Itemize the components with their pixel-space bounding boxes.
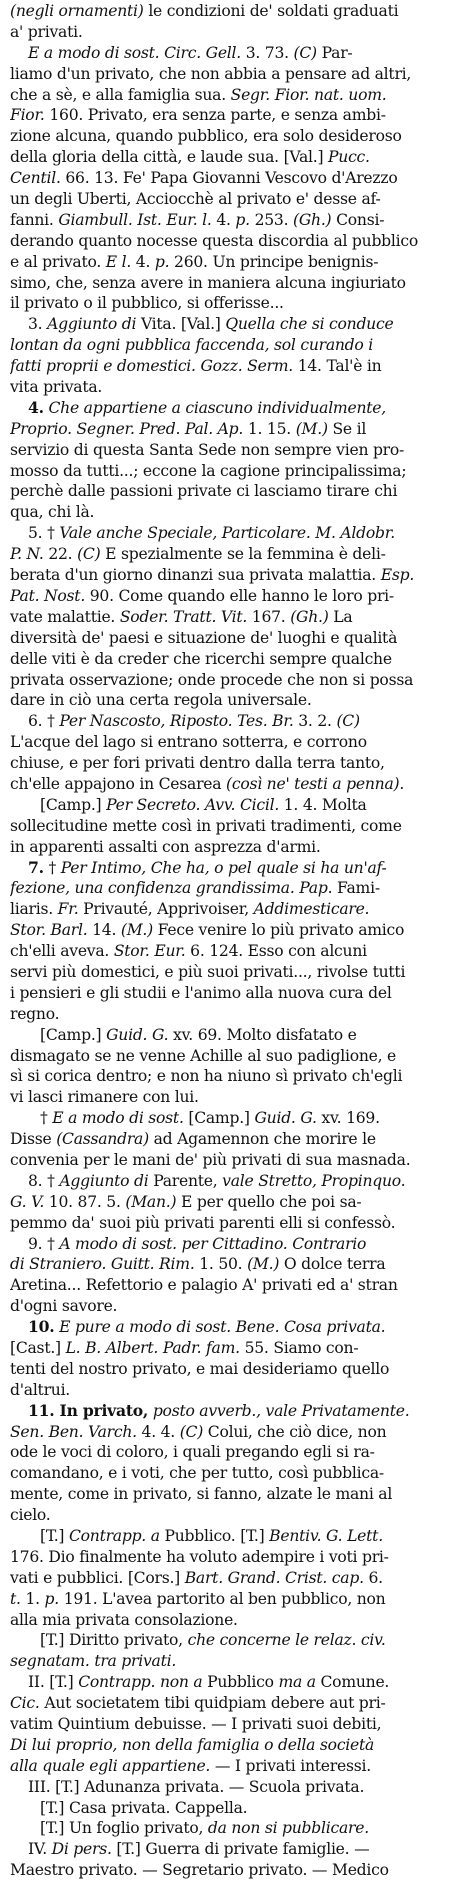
- text-line: 3. Aggiunto di Vita. [Val.] Quella che si conduce: [28, 315, 394, 334]
- text-line: liamo d'un privato, che non abbia a pensare ad altri,: [10, 64, 412, 83]
- text-line: ch'elli aveva. Stor. Eur. 6. 124. Esso con alcuni: [10, 942, 367, 961]
- text-line: Proprio. Segner. Pred. Pal. Ap. 1. 15. (M.) Se il: [10, 419, 367, 438]
- text-line: dare in ciò una certa regola universale.: [10, 691, 312, 710]
- text-line: e al privato. E l. 4. p. 260. Un principe benignis-: [10, 252, 379, 271]
- text-line: † E a modo di sost. [Camp.] Guid. G. xv. 169.: [40, 1109, 380, 1128]
- text-line: i pensieri e gli studii e l'animo alla nuova cura del: [10, 983, 392, 1002]
- text-line: privata osservazione; onde procede che non si possa: [10, 670, 414, 689]
- text-line: mente, come in privato, si fanno, alzate le mani al: [10, 1485, 393, 1504]
- text-line: sì si corica dentro; e non ha niuno sì privato ch'egli: [10, 1067, 403, 1086]
- text-line: a' privati.: [10, 22, 83, 41]
- text-line: P. N. 22. (C) E spezialmente se la femmina è deli-: [10, 545, 386, 564]
- text-line: vati e pubblici. [Cors.] Bart. Grand. Crist. cap. 6.: [10, 1568, 383, 1587]
- text-line: Aretina... Refettorio e palagio A' privati ed a' stran: [10, 1276, 398, 1295]
- text-line: segnatam. tra privati.: [10, 1652, 177, 1671]
- text-line: pemmo da' suoi più privati parenti elli si confessò.: [10, 1213, 396, 1232]
- text-line: d'altrui.: [10, 1380, 71, 1399]
- text-line: ch'elle appajono in Cesarea (così ne' testi a penna).: [10, 774, 405, 793]
- text-line: convenia per le mani de' più privati di sua masnada.: [10, 1150, 411, 1169]
- text-line: Cic. Aut societatem tibi quidpiam debere aut pri-: [10, 1694, 386, 1713]
- text-line: comandano, e i voti, che per tutto, così pubblica-: [10, 1464, 384, 1483]
- text-line: 7. † Per Intimo, Che ha, o pel quale si ha un'af-: [28, 857, 387, 877]
- text-line: derando quanto nocesse questa discordia al pubblico: [10, 231, 419, 250]
- text-line: un degli Uberti, Acciocchè al privato e' desse af-: [10, 190, 381, 209]
- text-line: che a sè, e alla famiglia sua. Segr. Fior. nat. uom.: [10, 85, 387, 104]
- text-line: Sen. Ben. Varch. 4. 4. (C) Colui, che ciò dice, non: [10, 1422, 387, 1441]
- text-line: IV. Di pers. [T.] Guerra di private famiglie. —: [28, 1840, 370, 1859]
- text-line: vi lasci rimanere con lui.: [10, 1088, 199, 1107]
- text-line: regno.: [10, 1004, 60, 1023]
- text-line: alla mia privata consolazione.: [10, 1610, 238, 1629]
- text-line: ode le voci di coloro, i quali pregando egli si ra-: [10, 1443, 375, 1462]
- text-line: 4. Che appartiene a ciascuno individualmente,: [28, 397, 386, 417]
- text-line: qua, chi là.: [10, 503, 95, 522]
- text-line: [T.] Un foglio privato, da non si pubblicare.: [40, 1819, 369, 1838]
- text-line: liaris. Fr. Privauté, Apprivoiser, Addimesticare.: [10, 900, 370, 919]
- text-line: di Straniero. Guitt. Rim. 1. 50. (M.) O dolce terra: [10, 1255, 386, 1274]
- text-line: fezione, una confidenza grandissima. Pap. Fami-: [10, 879, 380, 898]
- text-line: 9. † A modo di sost. per Cittadino. Contrario: [28, 1234, 367, 1253]
- text-line: Disse (Cassandra) ad Agamennon che morire le: [10, 1130, 376, 1149]
- text-line: vita privata.: [10, 378, 103, 397]
- text-line: t. 1. p. 191. L'avea partorito al ben pubblico, non: [10, 1589, 386, 1608]
- text-line: sollecitudine mette così in privati tradimenti, come: [10, 816, 402, 835]
- text-line: G. V. 10. 87. 5. (Man.) E per quello che poi sa-: [10, 1192, 362, 1211]
- text-line: II. [T.] Contrapp. non a Pubblico ma a Comune.: [28, 1673, 390, 1692]
- text-line: Centil. 66. 13. Fe' Papa Giovanni Vescovo d'Arezzo: [10, 169, 398, 188]
- text-line: Pat. Nost. 90. Come quando elle hanno le loro pri-: [10, 586, 394, 605]
- text-line: il privato o il pubblico, si offerisse...: [10, 294, 284, 313]
- text-line: mosso da tutti...; eccone la cagione principalissima;: [10, 461, 407, 480]
- text-line: Stor. Barl. 14. (M.) Fece venire lo più privato amico: [10, 921, 405, 940]
- text-line: [Cast.] L. B. Albert. Padr. fam. 55. Siamo con-: [10, 1339, 359, 1357]
- text-line: III. [T.] Adunanza privata. — Scuola privata.: [28, 1777, 365, 1796]
- text-line: fanni. Giambull. Ist. Eur. l. 4. p. 253. (Gh.) Consi-: [10, 210, 385, 229]
- text-line: perchè dalle passioni private ci lasciamo tirare chi: [10, 482, 398, 501]
- text-line: 6. † Per Nascosto, Riposto. Tes. Br. 3. 2. (C): [28, 712, 360, 731]
- text-line: (negli ornamenti) le condizioni de' soldati graduati: [10, 2, 399, 20]
- text-line: 10. E pure a modo di sost. Bene. Cosa privata.: [28, 1317, 386, 1337]
- text-line: vatim Quintium debuisse. — I privati suoi debiti,: [10, 1715, 382, 1734]
- text-line: lontan da ogni pubblica faccenda, sol curando i: [10, 336, 373, 355]
- text-line: fatti proprii e domestici. Gozz. Serm. 14. Tal'è in: [10, 357, 382, 376]
- text-line: 8. † Aggiunto di Parente, vale Stretto, Propinquo.: [28, 1171, 406, 1190]
- text-line: chiuse, e per fori privati dentro dalla terra tanto,: [10, 754, 385, 773]
- text-line: [T.] Casa privata. Cappella.: [40, 1798, 248, 1817]
- text-line: 5. † Vale anche Speciale, Particolare. M. Aldobr.: [28, 524, 395, 543]
- text-line: [Camp.] Guid. G. xv. 69. Molto disfatato e: [40, 1025, 357, 1044]
- text-line: servi più domestici, e più suoi privati..., rivolse tutti: [10, 962, 406, 981]
- text-line: in apparenti assalti con asprezza d'armi.: [10, 837, 321, 856]
- text-line: d'ogni savore.: [10, 1297, 118, 1316]
- text-line: [Camp.] Per Secreto. Avv. Cicil. 1. 4. Molta: [40, 795, 367, 814]
- text-line: berata d'un giorno dinanzi sua privata malattia. Esp.: [10, 566, 415, 585]
- text-line: Di lui proprio, non della famiglia o della società: [10, 1735, 375, 1754]
- text-line: alla quale egli appartiene. — I privati interessi.: [10, 1756, 371, 1775]
- text-line: zione alcuna, quando pubblico, era solo desideroso: [10, 127, 402, 146]
- text-line: dismagato se ne venne Achille al suo padiglione, e: [10, 1046, 396, 1065]
- text-line: Fior. 160. Privato, era senza parte, e senza ambi-: [10, 106, 386, 125]
- text-line: diversità de' paesi e situazione de' luoghi e qualità: [10, 628, 398, 647]
- text-line: servizio di questa Santa Sede non sempre vien pro-: [10, 440, 405, 459]
- text-line: vate malattie. Soder. Tratt. Vit. 167. (Gh.) La: [10, 607, 353, 626]
- text-line: E a modo di sost. Circ. Gell. 3. 73. (C) Par-: [28, 43, 353, 62]
- text-line: L'acque del lago si entrano sotterra, e corrono: [10, 733, 367, 752]
- text-line: 11. In privato, posto avverb., vale Privatamente.: [28, 1400, 410, 1420]
- text-line: Maestro privato. — Segretario privato. — Medico: [10, 1861, 389, 1880]
- text-line: 176. Dio finalmente ha voluto adempire i voti pri-: [10, 1547, 389, 1566]
- text-line: delle viti è da creder che ricerchi sempre qualche: [10, 649, 392, 668]
- text-line: [T.] Contrapp. a Pubblico. [T.] Bentiv. G. Lett.: [40, 1527, 383, 1546]
- text-line: [T.] Diritto privato, che concerne le relaz. civ.: [40, 1631, 386, 1650]
- text-line: tenti del nostro privato, e mai desideriamo quello: [10, 1359, 390, 1378]
- text-line: cielo.: [10, 1506, 51, 1525]
- text-line: della gloria della città, e laude sua. [Val.] Pucc.: [10, 148, 370, 167]
- text-line: simo, che, senza avere in maniera alcuna ingiuriato: [10, 273, 406, 292]
